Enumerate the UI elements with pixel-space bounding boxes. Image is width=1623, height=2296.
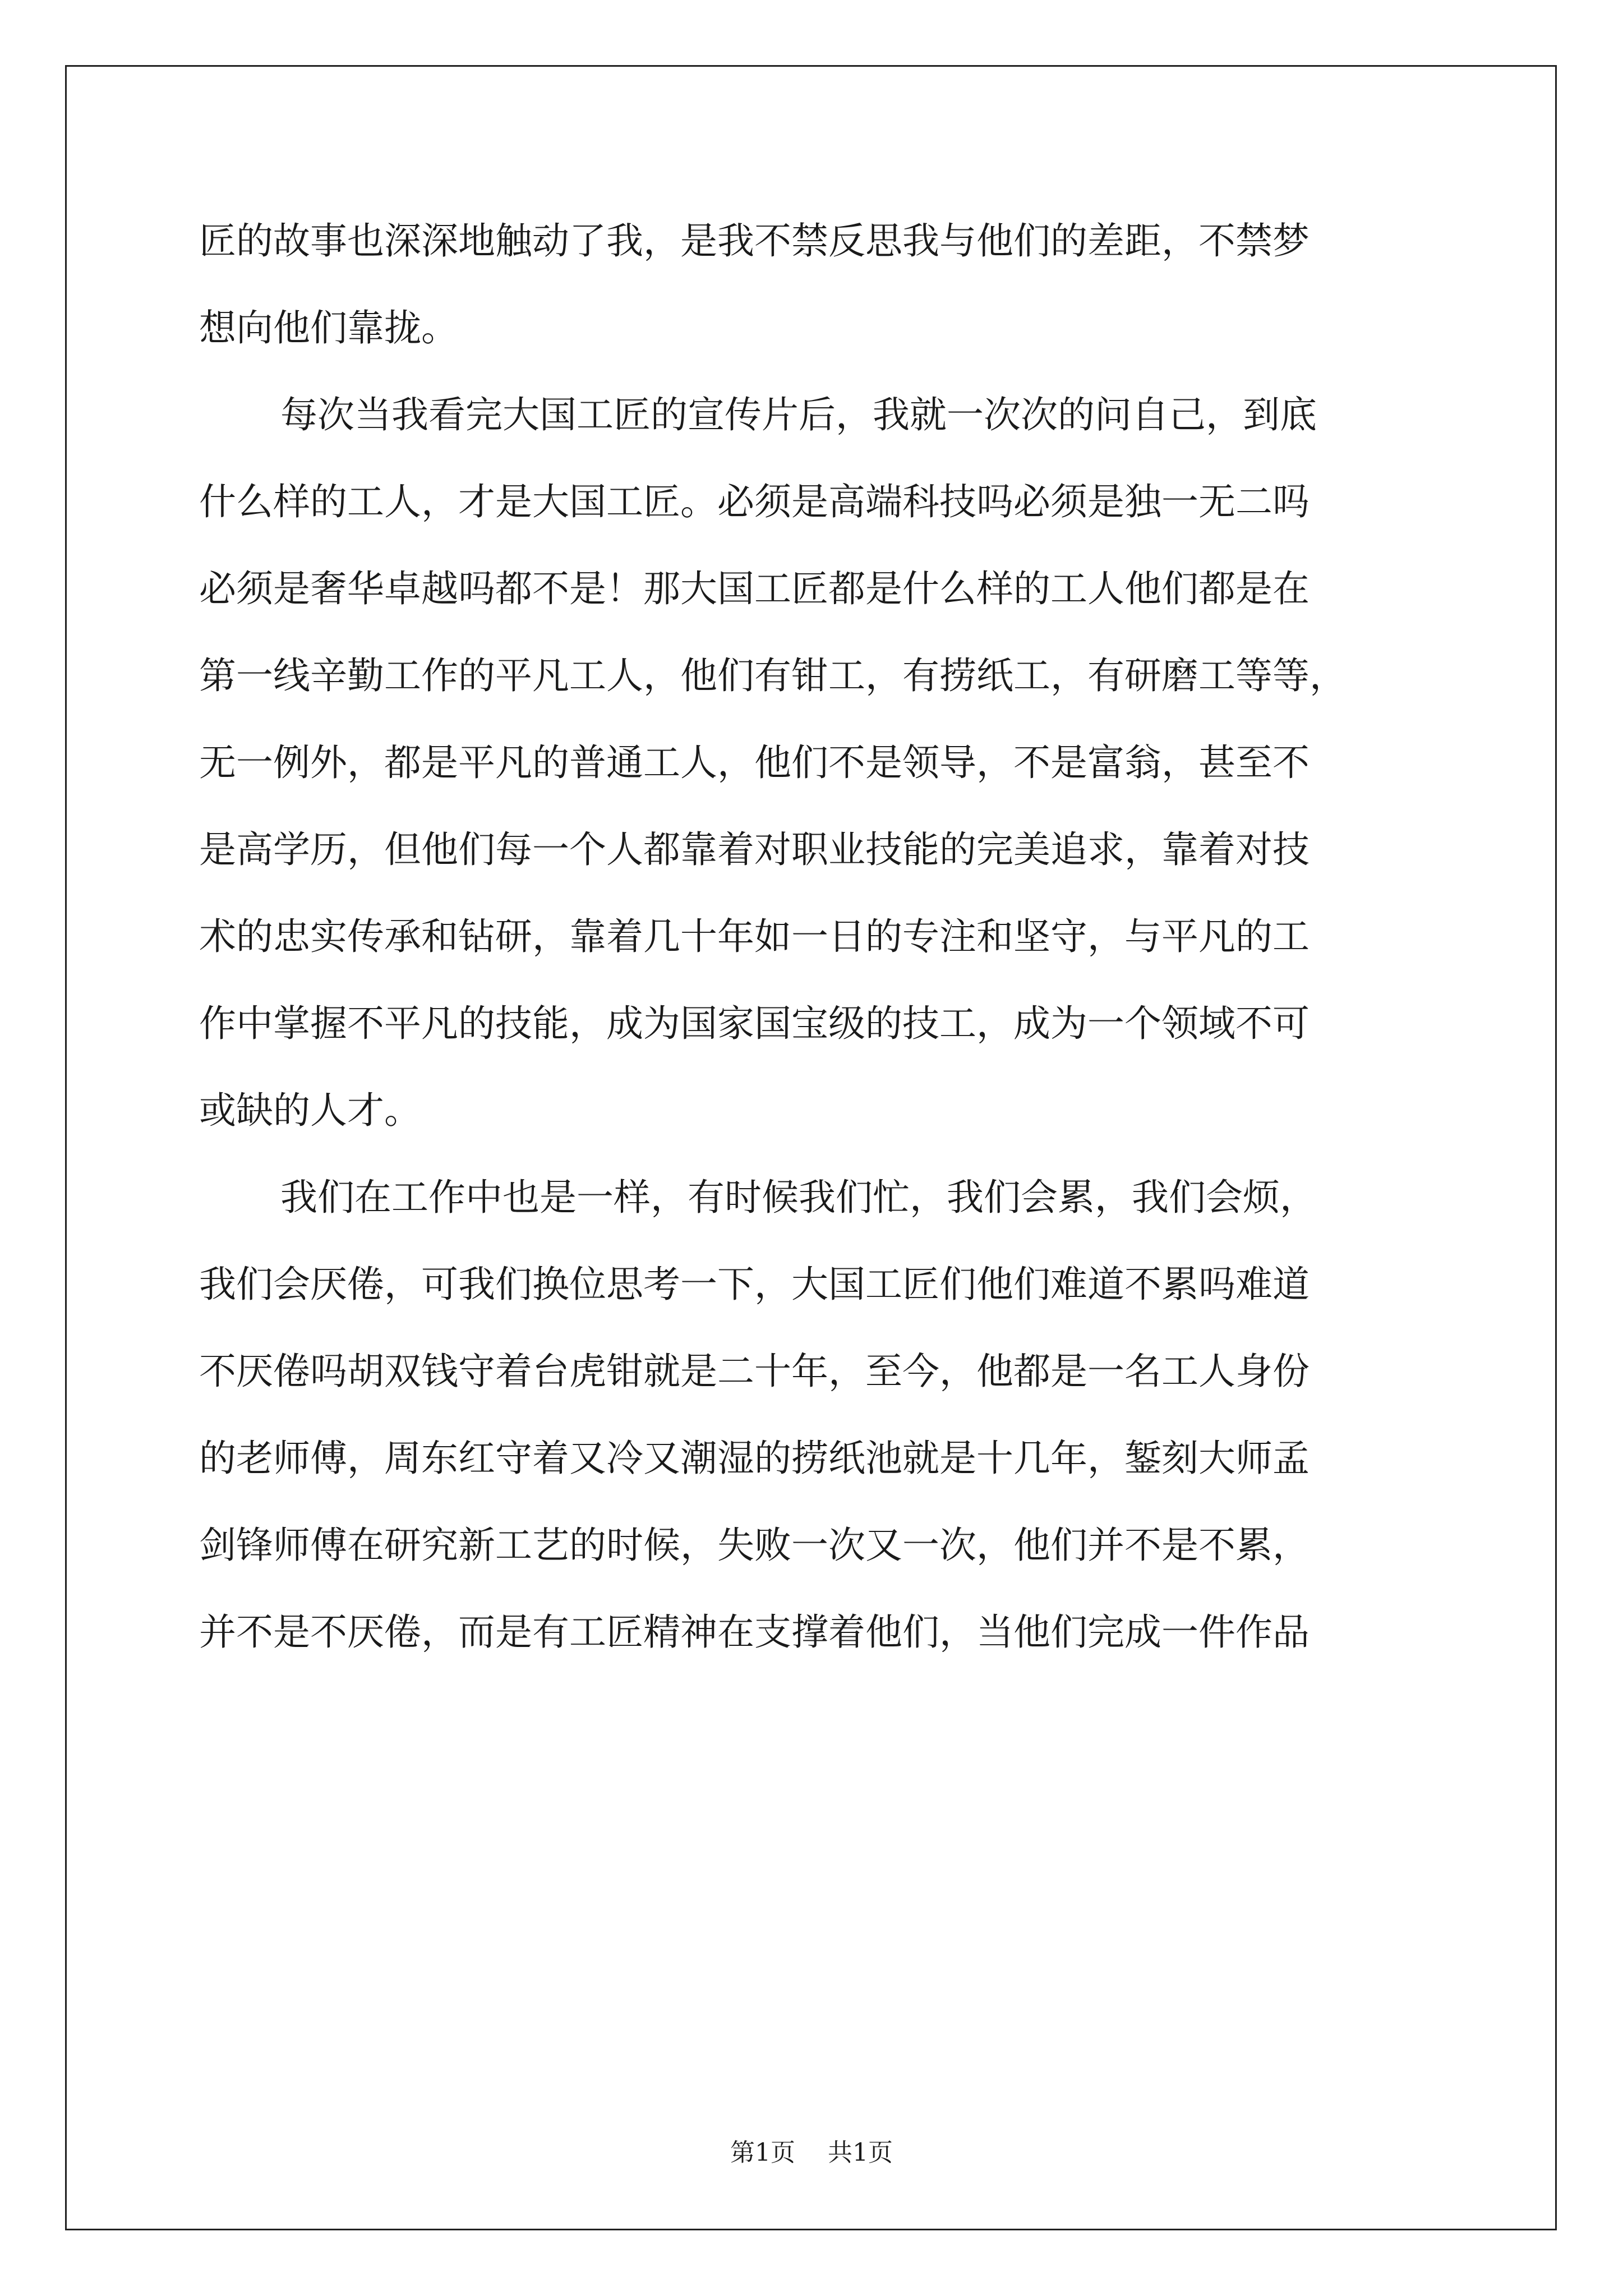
text-line: 我们在工作中也是一样，有时候我们忙，我们会累，我们会烦， bbox=[280, 1176, 1317, 1219]
page-number-total: 共1页 bbox=[828, 2138, 893, 2167]
text-line: 剑锋师傅在研究新工艺的时候，失败一次又一次，他们并不是不累， bbox=[199, 1524, 1310, 1567]
text-line: 或缺的人才。 bbox=[199, 1089, 421, 1132]
page-number-current: 第1页 bbox=[730, 2138, 795, 2167]
text-line: 每次当我看完大国工匠的宣传片后，我就一次次的问自己，到底 bbox=[280, 393, 1317, 436]
text-line: 不厌倦吗胡双钱守着台虎钳就是二十年，至今，他都是一名工人身份 bbox=[199, 1350, 1310, 1393]
text-line: 想向他们靠拢。 bbox=[199, 306, 458, 349]
text-line: 并不是不厌倦，而是有工匠精神在支撑着他们，当他们完成一件作品 bbox=[199, 1611, 1310, 1654]
text-line: 作中掌握不平凡的技能，成为国家国宝级的技工，成为一个领域不可 bbox=[199, 1002, 1310, 1045]
text-line: 第一线辛勤工作的平凡工人，他们有钳工，有捞纸工，有研磨工等等， bbox=[199, 654, 1347, 697]
document-body bbox=[199, 219, 1422, 1697]
text-line: 是高学历，但他们每一个人都靠着对职业技能的完美追求，靠着对技 bbox=[199, 828, 1310, 871]
page-footer bbox=[0, 2136, 1623, 2170]
text-line: 无一例外，都是平凡的普通工人，他们不是领导，不是富翁，甚至不 bbox=[199, 741, 1310, 784]
text-line: 匠的故事也深深地触动了我，是我不禁反思我与他们的差距，不禁梦 bbox=[199, 219, 1310, 263]
text-line: 什么样的工人，才是大国工匠。必须是高端科技吗必须是独一无二吗 bbox=[199, 480, 1310, 523]
text-line: 术的忠实传承和钻研，靠着几十年如一日的专注和坚守，与平凡的工 bbox=[199, 915, 1310, 958]
text-line: 我们会厌倦，可我们换位思考一下，大国工匠们他们难道不累吗难道 bbox=[199, 1263, 1310, 1306]
text-line: 的老师傅，周东红守着又冷又潮湿的捞纸池就是十几年，錾刻大师孟 bbox=[199, 1437, 1310, 1480]
text-line: 必须是奢华卓越吗都不是！那大国工匠都是什么样的工人他们都是在 bbox=[199, 567, 1310, 610]
